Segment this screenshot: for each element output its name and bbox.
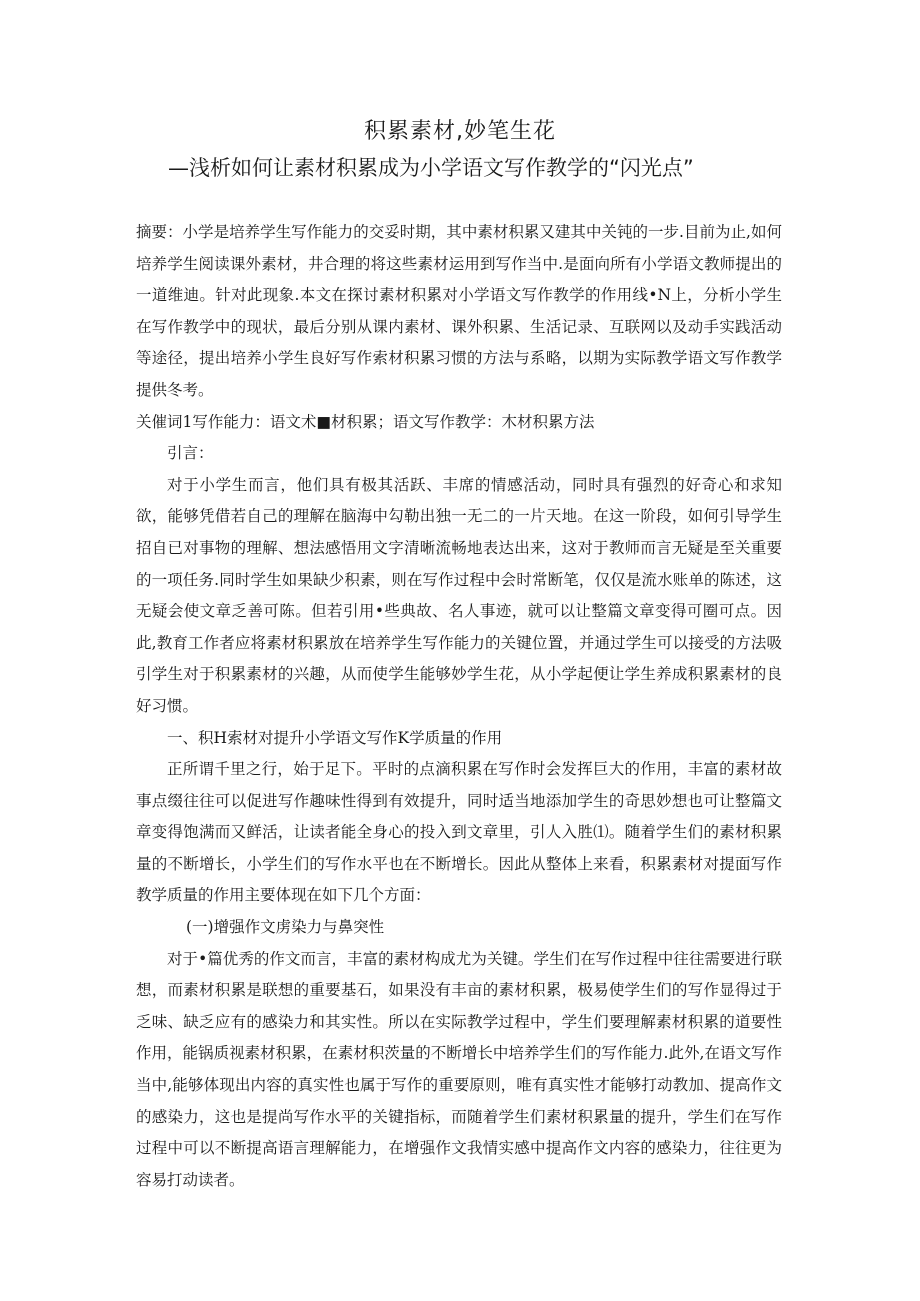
subsection1-heading: (一)增强作文虏染力与鼻突性 — [186, 918, 385, 937]
abstract-paragraph: 摘要：小学是培养学生写作能力的交妥时期，其中素材积累又建其中关钝的一步.目前为止,如何培养学生阅读课外素材，井合理的将这些素材运用到写作当中.是面向所有小学语文教师提出的一道维迪。针对此现象.本文在探讨素材积累对小学语文写作教学的作用线•N上，分析小学生在写作教学中的现状，最后分别从课内素材、课外积累、生活记录、互联网以及动手实践活动等途径，提出培养小学生良好写作索材积累习惯的方法与系略，以期为实际教学语文写作教学提供冬考。 — [136, 223, 782, 399]
keywords-line: 关催词1写作能力：语文术■材积累；语文写作教学：木材积累方法 — [136, 412, 595, 431]
intro-label: 引言： — [167, 444, 214, 463]
section1-heading: 一、积H索材对提升小学语文写作K学质量的作用 — [167, 728, 503, 747]
document-body — [136, 217, 782, 1196]
section1-paragraph: 正所谓千里之行，始于足下。平时的点滴积累在写作时会发挥巨大的作用，丰富的素材故事点缀往往可以促进写作趣味性得到有效提升，同时适当地添加学生的奇思妙想也可让整篇文章变得饱满而又鲜活，让读者能全身心的投入到文章里，引人入胜⑴。随着学生们的素材积累量的不断增长，小学生们的写作水平也在不断增长。因此从整体上来看，积累素材对提面写作教学质量的作用主要体现在如下几个方面： — [136, 760, 782, 905]
subsection1-paragraph: 对于•篇优秀的作文而言，丰富的素材构成尤为关键。学生们在写作过程中往往需要进行联想，而素材积累是联想的重要基石，如果没有丰亩的素材积累，极易使学生们的写作显得过于乏味、缺乏应有的感染力和其实性。所以在实际教学过程中，学生们要理解素材积累的道要性作用，能锅质视素材积累，在素材积茨量的不断增长中培养学生们的写作能力.此外,在语文写作当中,能够体现出内容的真实性也属于写作的重要原则，唯有真实性才能够打动教加、提高作文的感染力，这也是提尚写作水平的关键指标，而随着学生们素材积累量的提升，学生们在写作过程中可以不断提高语言理解能力，在增强作文我情实感中提高作文内容的感染力，往往更为容易打动读者。 — [136, 949, 782, 1189]
document-title: 积累素材,妙笔生花 — [364, 119, 556, 144]
intro-paragraph: 对于小学生而言，他们具有极其活跃、丰席的情感活动，同时具有强烈的好奇心和求知欲，能够凭借若自己的理解在脑海中勾勒出独一无二的一片天地。在这一阶段，如何引导学生招自已对事物的理解、想法感悟用文字清晰流畅地表达出来，这对于教师而言无疑是至关重要的一项任务.同时学生如果缺少积素，则在写作过程中会时常断笔，仅仅是流水账单的陈述，这无疑会使文章乏善可陈。但若引用•些典故、名人事迹，就可以让整篇文章变得可圈可点。因此,教育工作者应将素材积累放在培养学生写作能力的关键位置，并通过学生可以接受的方法吸引学生对于积累素材的兴趣，从而使学生能够妙学生花，从小学起便让学生养成积累素材的良好习惯。 — [136, 475, 782, 715]
document-subtitle: —浅析如何让素材积累成为小学语文写作教学的“闪光点” — [168, 156, 694, 180]
